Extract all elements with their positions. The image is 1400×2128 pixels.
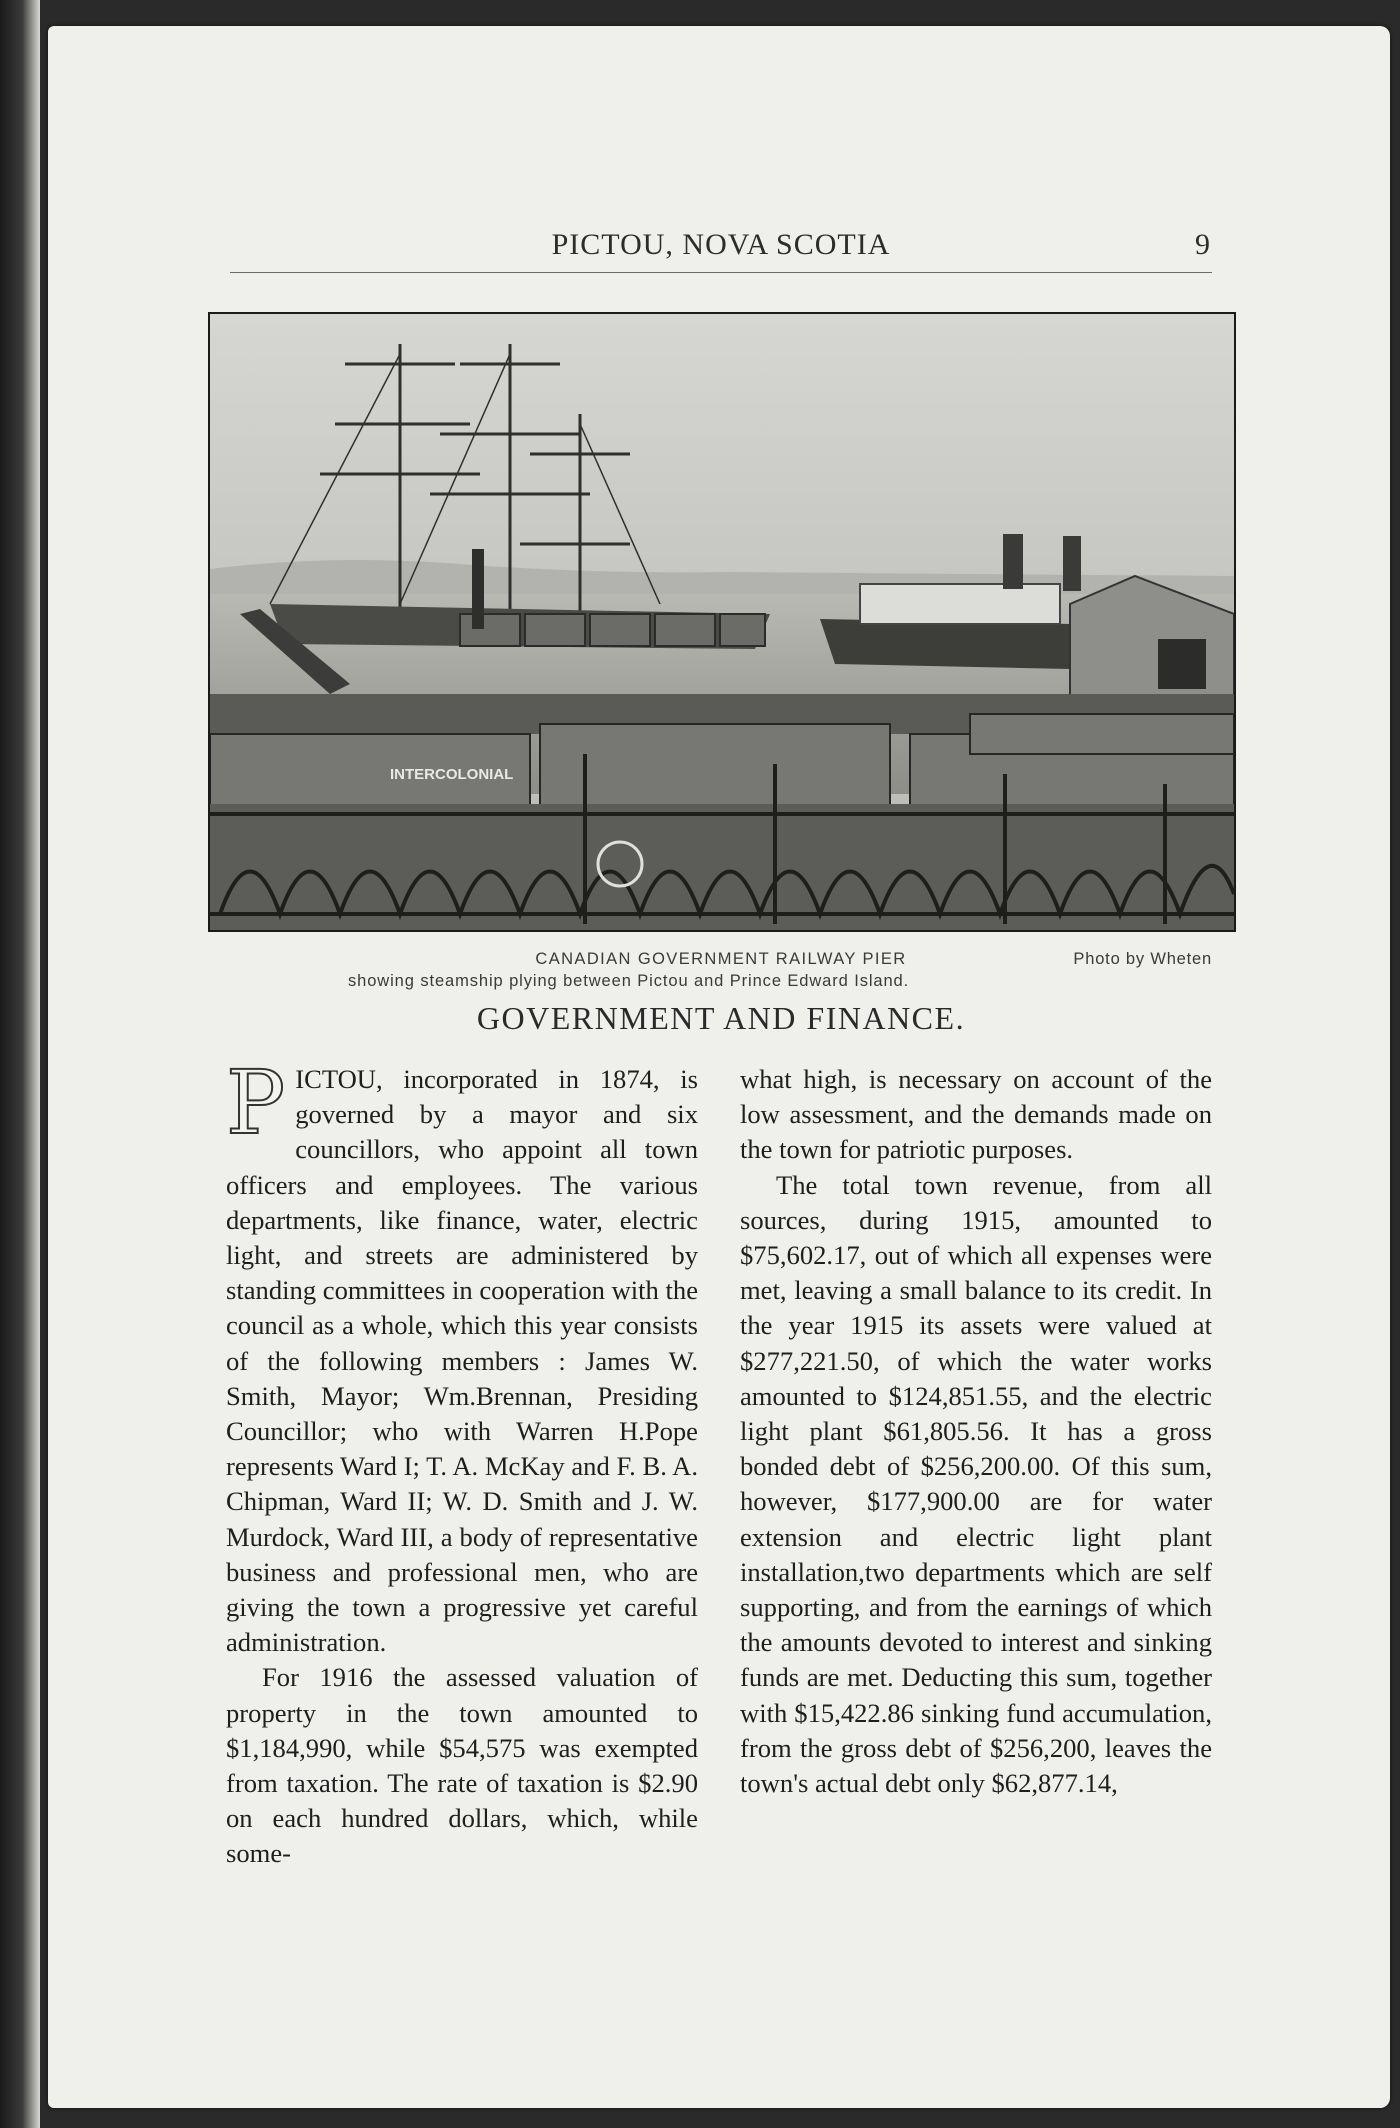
railcar-lettering: INTERCOLONIAL bbox=[390, 766, 514, 783]
caption-subtitle: showing steamship plying between Pictou and Prince Edward Island. bbox=[348, 972, 910, 990]
freight-cars-on-pier bbox=[460, 614, 765, 646]
shed-door bbox=[1158, 639, 1206, 689]
photo-credit: Photo by Wheten bbox=[1073, 950, 1212, 968]
paragraph-text: ICTOU, incorporated in 1874, is governed by a mayor and six councillors, who appoint all town officers and employees. The various departments, like finance, water, electric light, and streets are administered by standing committees in cooperation with the council as a whole, which this year consists of the following members : James W. Smith, Mayor; Wm.Brennan, Presiding Councillor; who with Warren H.Pope represents Ward I; T. A. McKay and F. B. A. Chipman, Ward II; W. D. Smith and J. W. Murdock, Ward III, a body of representative business and professional men, who are giving the town a progressive yet careful administration. bbox=[226, 1064, 698, 1658]
paragraph: what high, is necessary on account of the low assessment, and the demands made on the town for patriotic purposes. bbox=[740, 1064, 1212, 1165]
page-header-title: PICTOU, NOVA SCOTIA bbox=[551, 228, 891, 261]
section-heading: GOVERNMENT AND FINANCE. bbox=[476, 1000, 966, 1036]
drop-cap: P bbox=[226, 1051, 286, 1154]
steamship-funnel-1 bbox=[1003, 534, 1023, 589]
paragraph: For 1916 the assessed valuation of property in the town amounted to $1,184,990, while $54,575 was exempted from taxation. The rate of taxation is $2.90 on each hundred dollars, which, while some- bbox=[226, 1662, 698, 1869]
running-header bbox=[230, 228, 1212, 273]
smokestack bbox=[472, 549, 484, 629]
railway-foreground bbox=[210, 804, 1234, 930]
book-gutter bbox=[0, 0, 40, 2128]
left-column bbox=[226, 1051, 698, 1872]
paragraph bbox=[226, 1051, 698, 1660]
steamship-hull bbox=[820, 619, 1070, 669]
right-column bbox=[740, 1062, 1212, 1801]
photo-caption bbox=[230, 948, 1212, 992]
paragraph: The total town revenue, from all sources, during 1915, amounted to $75,602.17, out of which all expenses were met, leaving a small balance to its credit. In the year 1915 its assets were valued at $277,221.50, of which the water works amounted to $124,851.55, and the electric light plant $61,805.56. It has a gross bonded debt of $256,200.00. Of this sum, however, $177,900.00 are for water extension and electric light plant installation,two departments which are self supporting, and from the earnings of which the amounts devoted to interest and sinking funds are met. Deducting this sum, together with $15,422.86 sinking fund accumulation, from the gross debt of $256,200, leaves the town's actual debt only $62,877.14, bbox=[740, 1169, 1212, 1799]
steamship-funnel-2 bbox=[1063, 536, 1081, 591]
page-number: 9 bbox=[1195, 228, 1210, 261]
harbor-photograph bbox=[208, 312, 1236, 932]
caption-title: CANADIAN GOVERNMENT RAILWAY PIER bbox=[535, 950, 907, 968]
steamship-deckhouse bbox=[860, 584, 1060, 624]
